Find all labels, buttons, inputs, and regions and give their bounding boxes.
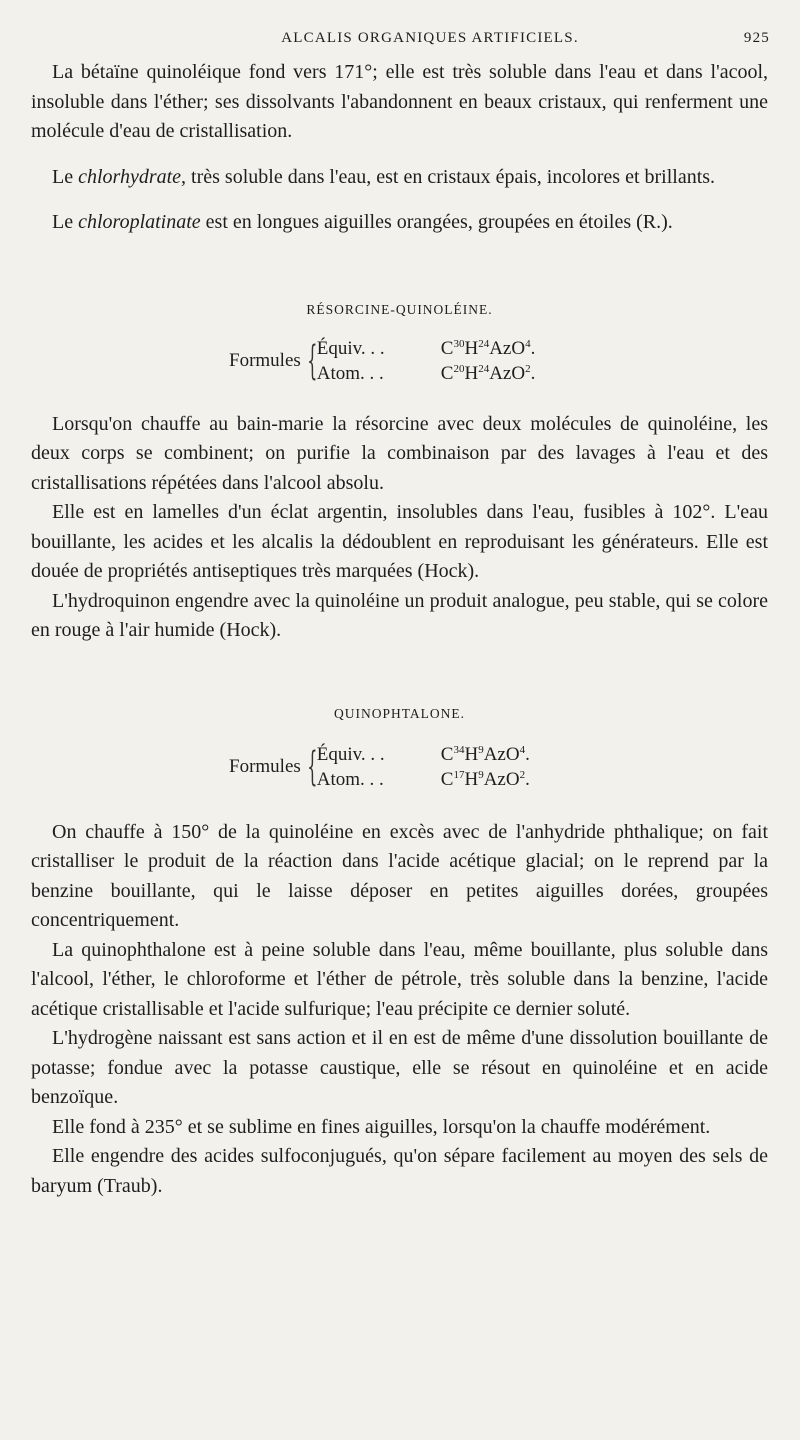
formula-block-resorcine <box>229 332 768 390</box>
section-heading-quinophtalone: QUINOPHTALONE. <box>333 705 466 721</box>
section-heading-resorcine: RÉSORCINE-QUINOLÉINE. <box>306 301 493 317</box>
paragraph-hydroquinon: L'hydroquinon engendre avec la quinoléine un produit analogue, peu stable, qui se colore en rouge à l'air humide (Hock). <box>31 589 768 641</box>
paragraph-sulfoconjugues: Elle engendre des acides sulfoconjugués, qu'on sépare facilement au moyen des sels de baryum (Traub). <box>31 1145 768 1197</box>
formula-value: $C^{34}H^9AzO^4$. <box>440 743 530 765</box>
text: Le <box>52 165 79 188</box>
formula-block-quinophtalone <box>229 738 768 796</box>
formula-key: Atom. . . <box>316 362 384 384</box>
paragraph-chlorhydrate <box>31 163 768 193</box>
brace-glyph: { <box>306 743 318 790</box>
term-chlorhydrate: chlorhydrate, <box>78 165 187 188</box>
paragraph-betaine: La bétaïne quinoléique fond vers 171°; elle est très soluble dans l'eau et dans l'acool, insoluble dans l'éther; ses dissolvants l'abandonnent en beaux cristaux, qui renferment une molécule d'eau de cristallisation. <box>31 61 768 142</box>
paragraph-quinophtalone-preparation: On chauffe à 150° de la quinoléine en excès avec de l'anhydride phthalique; on fait cristalliser le produit de la réaction dans l'acide acétique glacial; on le reprend par la benzine bouillante, qui le laisse déposer en petites aiguilles dorées, groupées concentriquement. <box>31 820 768 931</box>
running-header <box>50 30 770 54</box>
formula-label: Formules <box>229 349 301 371</box>
formula-label: Formules <box>229 755 301 777</box>
text: est en longues aiguilles orangées, groupées en étoiles (R.). <box>200 211 673 233</box>
brace-glyph: { <box>306 337 318 384</box>
formula-row-equiv <box>317 742 530 767</box>
page-number: 925 <box>743 30 770 46</box>
formula-value: $C^{30}H^{24}AzO^4$. <box>440 337 536 359</box>
formula-row-atom <box>317 767 530 792</box>
paragraph-properties: Elle est en lamelles d'un éclat argentin, insolubles dans l'eau, fusibles à 102°. L'eau bouillante, les acides et les alcalis la dédoublent en reproduisant les générateurs. Elle est douée de propriétés antiseptiques très marquées (Hock). <box>31 501 768 582</box>
formula-row-atom <box>317 361 536 386</box>
formula-key: Équiv. . . <box>316 337 385 359</box>
paragraph-chloroplatinate <box>31 208 768 238</box>
formula-key: Équiv. . . <box>316 743 385 765</box>
formula-value: $C^{20}H^{24}AzO^2$. <box>440 362 536 384</box>
paragraph-solubility: La quinophthalone est à peine soluble dans l'eau, même bouillante, plus soluble dans l'alcool, l'éther, le chloroforme et l'éther de pétrole, très soluble dans la benzine, l'acide acétique cristallisable et l'acide sulfurique; l'eau précipite ce dernier soluté. <box>31 938 768 1020</box>
paragraph-melting: Elle fond à 235° et se sublime en fines aiguilles, lorsqu'on la chauffe modérément. <box>52 1115 711 1138</box>
header-title: ALCALIS ORGANIQUES ARTIFICIELS. <box>281 30 579 46</box>
term-chloroplatinate: chloroplatinate <box>78 211 201 233</box>
formula-row-equiv <box>317 336 536 361</box>
text: très soluble dans l'eau, est en cristaux épais, incolores et brillants. <box>186 165 716 188</box>
formula-value: $C^{17}H^9AzO^2$. <box>440 768 530 790</box>
text: Le <box>52 211 79 233</box>
page-body <box>31 58 768 1201</box>
formula-key: Atom. . . <box>316 768 384 790</box>
paragraph-preparation: Lorsqu'on chauffe au bain-marie la résorcine avec deux molécules de quinoléine, les deux corps se combinent; on purifie la combinaison par des lavages à l'eau et des cristallisations répétées dans l'alcool absolu. <box>31 412 768 494</box>
paragraph-hydrogene: L'hydrogène naissant est sans action et il en est de même d'une dissolution bouillante de potasse; fondue avec la potasse caustique, elle se résout en quinoléine et en acide benzoïque. <box>31 1027 768 1108</box>
